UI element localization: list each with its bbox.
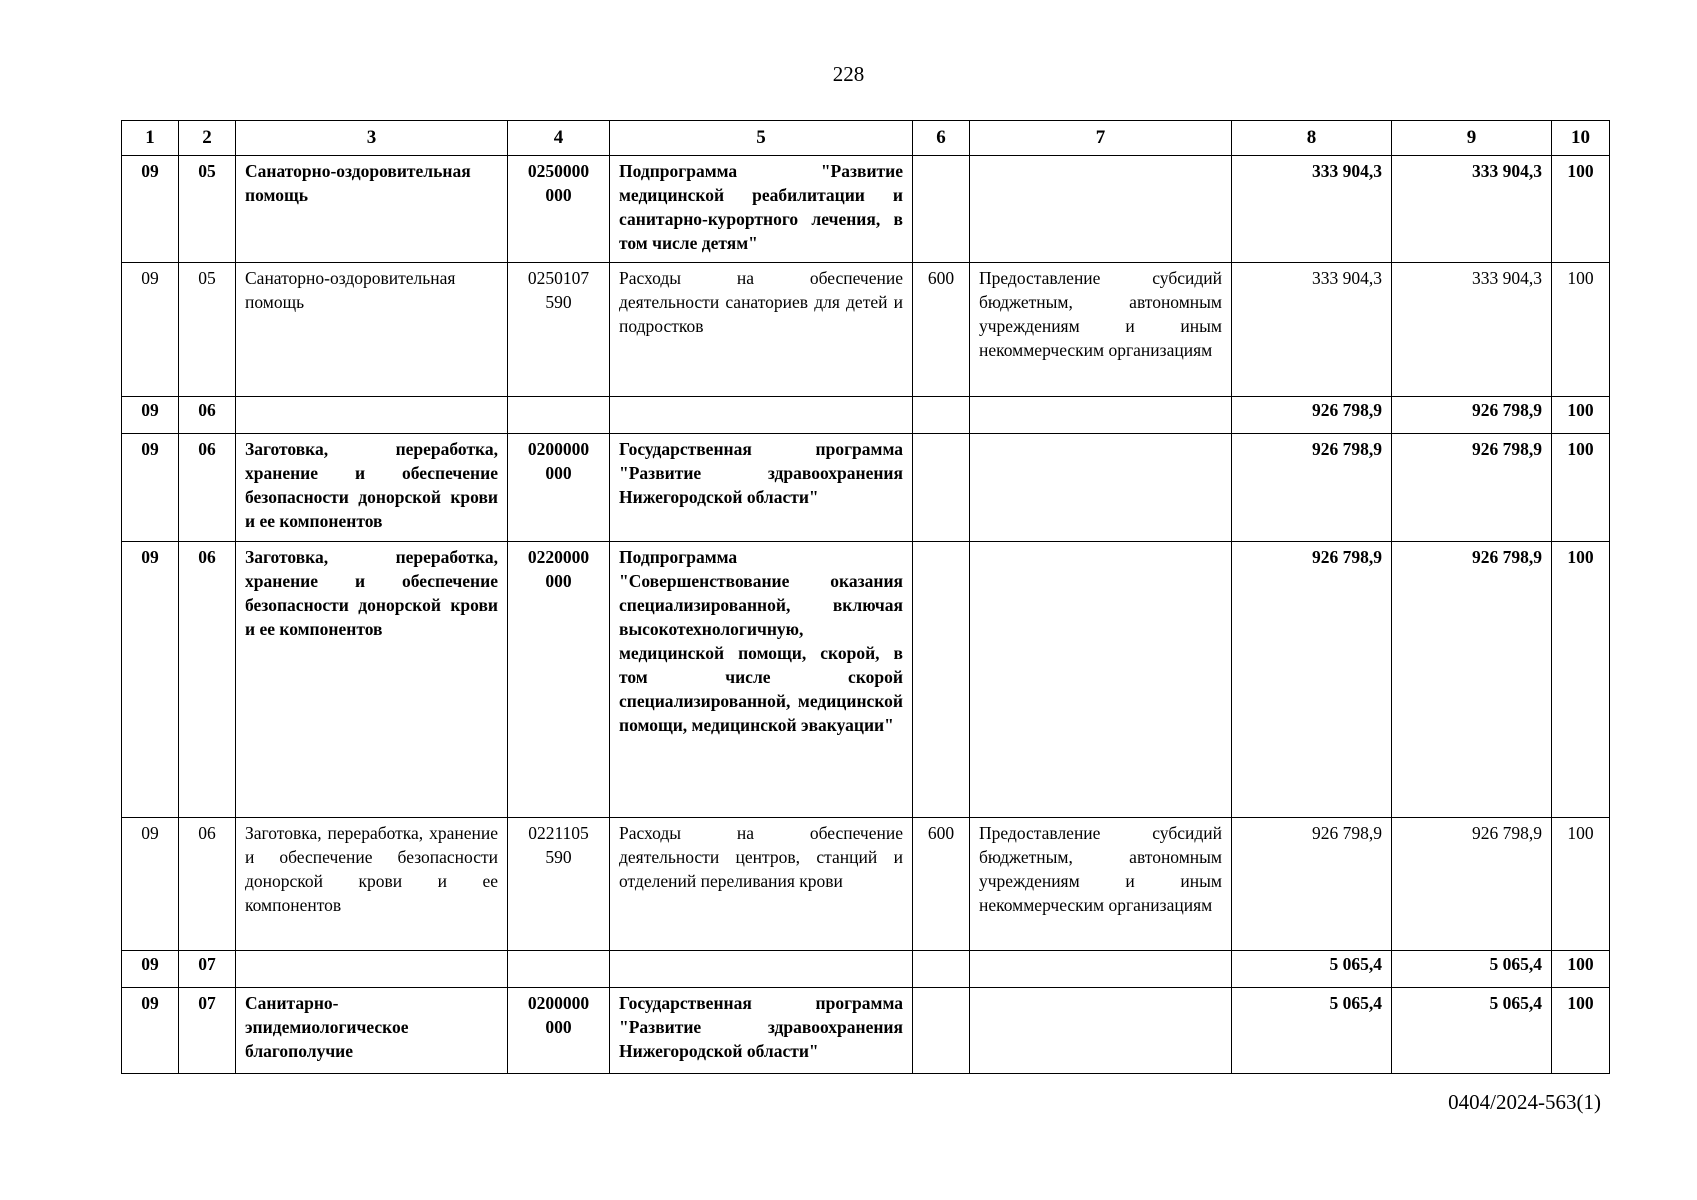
cell-percent: 100 xyxy=(1552,156,1610,263)
table-row xyxy=(122,988,1610,1074)
column-header: 8 xyxy=(1232,121,1392,156)
cell-percent: 100 xyxy=(1552,434,1610,542)
column-header: 6 xyxy=(913,121,970,156)
cell-expense-name xyxy=(970,156,1232,263)
cell-subsection: 06 xyxy=(179,818,236,951)
cell-percent: 100 xyxy=(1552,988,1610,1074)
cell-section: 09 xyxy=(122,263,179,397)
cell-amount-actual: 926 798,9 xyxy=(1392,818,1552,951)
cell-name: Санаторно-оздоровительная помощь xyxy=(236,263,508,397)
cell-target-code xyxy=(508,951,610,988)
document-code: 0404/2024-563(1) xyxy=(1448,1090,1601,1114)
cell-amount-plan: 5 065,4 xyxy=(1232,951,1392,988)
column-header: 5 xyxy=(610,121,913,156)
cell-section: 09 xyxy=(122,988,179,1074)
cell-target-name: Расходы на обеспечение деятельности центров, станций и отделений переливания крови xyxy=(610,818,913,951)
cell-amount-plan: 926 798,9 xyxy=(1232,542,1392,818)
cell-expense-type xyxy=(913,988,970,1074)
cell-amount-plan: 333 904,3 xyxy=(1232,156,1392,263)
cell-amount-plan: 926 798,9 xyxy=(1232,434,1392,542)
cell-amount-actual: 926 798,9 xyxy=(1392,434,1552,542)
cell-name: Заготовка, переработка, хранение и обеспечение безопасности донорской крови и ее компонентов xyxy=(236,818,508,951)
cell-amount-plan: 926 798,9 xyxy=(1232,397,1392,434)
cell-name: Заготовка, переработка, хранение и обеспечение безопасности донорской крови и ее компонентов xyxy=(236,542,508,818)
cell-target-name: Расходы на обеспечение деятельности санаториев для детей и подростков xyxy=(610,263,913,397)
cell-amount-actual: 333 904,3 xyxy=(1392,156,1552,263)
cell-section: 09 xyxy=(122,818,179,951)
cell-target-name: Государственная программа "Развитие здравоохранения Нижегородской области" xyxy=(610,434,913,542)
cell-name: Санитарно-эпидемиологическое благополучие xyxy=(236,988,508,1074)
cell-section: 09 xyxy=(122,397,179,434)
cell-expense-type xyxy=(913,434,970,542)
cell-expense-type xyxy=(913,156,970,263)
cell-amount-actual: 5 065,4 xyxy=(1392,951,1552,988)
cell-expense-type xyxy=(913,542,970,818)
cell-amount-plan: 5 065,4 xyxy=(1232,988,1392,1074)
cell-subsection: 07 xyxy=(179,988,236,1074)
cell-section: 09 xyxy=(122,434,179,542)
cell-expense-name xyxy=(970,542,1232,818)
cell-amount-actual: 926 798,9 xyxy=(1392,542,1552,818)
cell-amount-actual: 333 904,3 xyxy=(1392,263,1552,397)
cell-section: 09 xyxy=(122,951,179,988)
cell-expense-type: 600 xyxy=(913,818,970,951)
cell-percent: 100 xyxy=(1552,951,1610,988)
cell-percent: 100 xyxy=(1552,263,1610,397)
budget-table xyxy=(121,120,1610,1074)
cell-expense-name xyxy=(970,988,1232,1074)
cell-subsection: 05 xyxy=(179,263,236,397)
cell-subsection: 06 xyxy=(179,542,236,818)
cell-subsection: 07 xyxy=(179,951,236,988)
cell-target-name xyxy=(610,397,913,434)
cell-name xyxy=(236,951,508,988)
column-header: 9 xyxy=(1392,121,1552,156)
column-header: 7 xyxy=(970,121,1232,156)
cell-expense-type xyxy=(913,951,970,988)
cell-target-code: 0250000 000 xyxy=(508,156,610,263)
page-number: 228 xyxy=(832,62,865,86)
table-row xyxy=(122,156,1610,263)
column-header: 2 xyxy=(179,121,236,156)
cell-target-name xyxy=(610,951,913,988)
cell-amount-actual: 5 065,4 xyxy=(1392,988,1552,1074)
table-row xyxy=(122,542,1610,818)
cell-target-code: 0250107 590 xyxy=(508,263,610,397)
table-row xyxy=(122,397,1610,434)
cell-name xyxy=(236,397,508,434)
cell-section: 09 xyxy=(122,542,179,818)
cell-target-code: 0220000 000 xyxy=(508,542,610,818)
cell-amount-actual: 926 798,9 xyxy=(1392,397,1552,434)
cell-target-code: 0200000 000 xyxy=(508,988,610,1074)
column-header: 1 xyxy=(122,121,179,156)
cell-target-code: 0200000 000 xyxy=(508,434,610,542)
cell-percent: 100 xyxy=(1552,818,1610,951)
cell-expense-name xyxy=(970,434,1232,542)
cell-section: 09 xyxy=(122,156,179,263)
cell-target-name: Подпрограмма "Совершенствование оказания специализированной, включая высокотехнологичную, медицинской помощи, скорой, в том числе скорой специализированной, медицинской помощи, медицинской эвакуации" xyxy=(610,542,913,818)
cell-target-name: Государственная программа "Развитие здравоохранения Нижегородской области" xyxy=(610,988,913,1074)
cell-expense-name: Предоставление субсидий бюджетным, автономным учреждениям и иным некоммерческим организациям xyxy=(970,818,1232,951)
cell-target-code: 0221105 590 xyxy=(508,818,610,951)
cell-expense-name: Предоставление субсидий бюджетным, автономным учреждениям и иным некоммерческим организациям xyxy=(970,263,1232,397)
header-row xyxy=(122,121,1610,156)
cell-target-code xyxy=(508,397,610,434)
cell-subsection: 06 xyxy=(179,397,236,434)
cell-amount-plan: 333 904,3 xyxy=(1232,263,1392,397)
cell-subsection: 05 xyxy=(179,156,236,263)
cell-percent: 100 xyxy=(1552,542,1610,818)
cell-expense-type xyxy=(913,397,970,434)
cell-name: Заготовка, переработка, хранение и обеспечение безопасности донорской крови и ее компонентов xyxy=(236,434,508,542)
cell-amount-plan: 926 798,9 xyxy=(1232,818,1392,951)
cell-percent: 100 xyxy=(1552,397,1610,434)
column-header: 4 xyxy=(508,121,610,156)
cell-subsection: 06 xyxy=(179,434,236,542)
table-row xyxy=(122,951,1610,988)
cell-expense-name xyxy=(970,397,1232,434)
table-row xyxy=(122,434,1610,542)
column-header: 3 xyxy=(236,121,508,156)
table-row xyxy=(122,818,1610,951)
cell-expense-type: 600 xyxy=(913,263,970,397)
cell-name: Санаторно-оздоровительная помощь xyxy=(236,156,508,263)
column-header: 10 xyxy=(1552,121,1610,156)
table-row xyxy=(122,263,1610,397)
cell-expense-name xyxy=(970,951,1232,988)
cell-target-name: Подпрограмма "Развитие медицинской реабилитации и санитарно-курортного лечения, в том числе детям" xyxy=(610,156,913,263)
